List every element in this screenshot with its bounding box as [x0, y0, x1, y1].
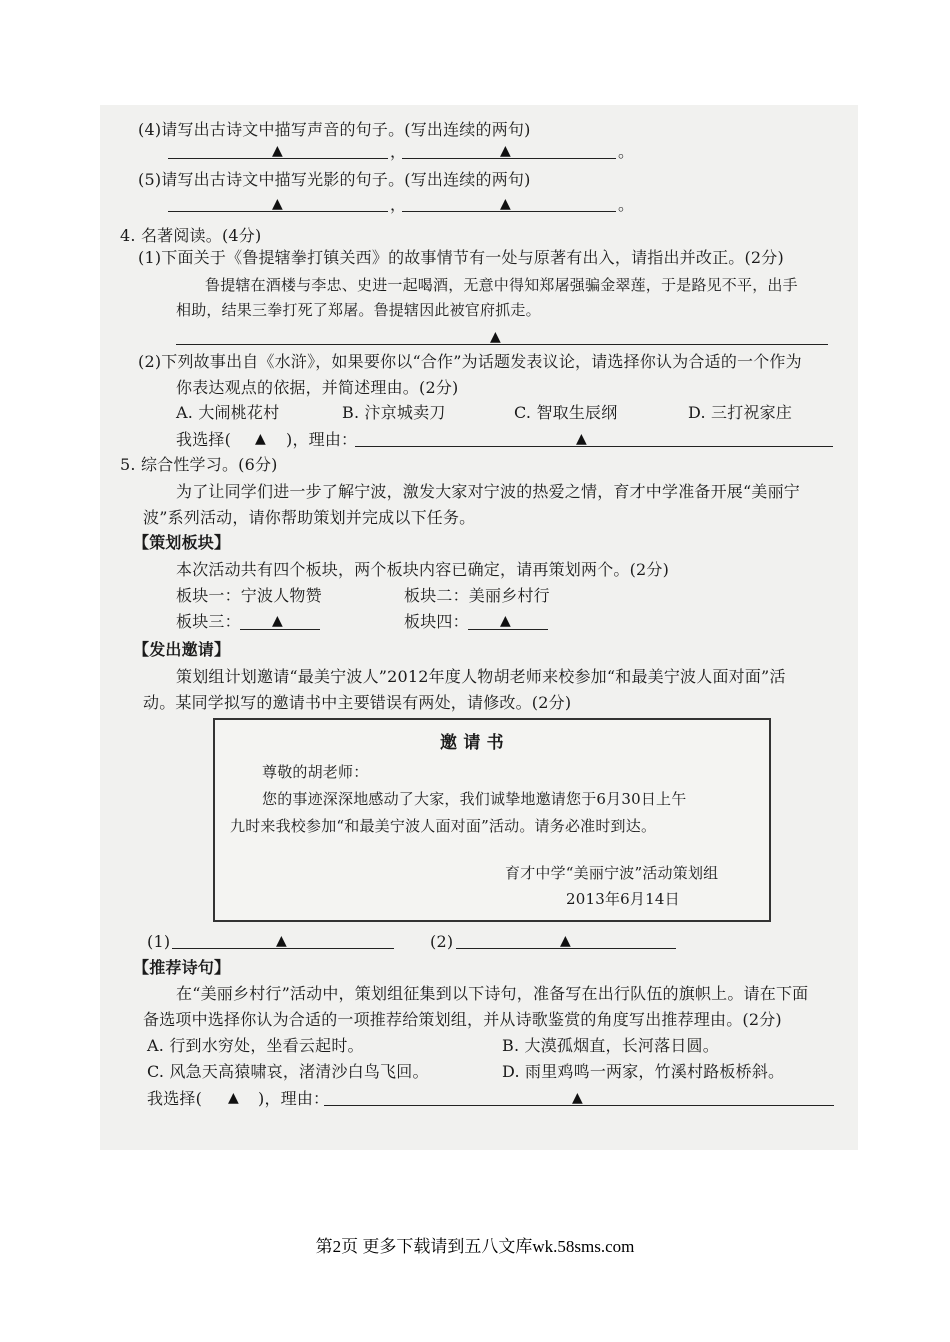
letter-body: 您的事迹深深地感动了大家，我们诚挚地邀请您于6月30日上午: [262, 790, 687, 808]
q5-intro: 为了让同学们进一步了解宁波，激发大家对宁波的热爱之情，育才中学准备开展“美丽宁: [176, 482, 800, 501]
poem-option-d: D. 雨里鸡鸣一两家，竹溪村路板桥斜。: [502, 1062, 785, 1081]
poem-option-a: A. 行到水穷处，坐看云起时。: [147, 1036, 364, 1055]
marker-icon: ▲: [560, 933, 571, 949]
section-heading: 【发出邀请】: [133, 640, 231, 659]
poem-option-b: B. 大漠孤烟直，长河落日圆。: [502, 1036, 719, 1055]
q4-part1: (1)下面关于《鲁提辖拳打镇关西》的故事情节有一处与原著有出入，请指出并改正。(2分): [138, 248, 784, 267]
marker-icon: ▲: [500, 196, 511, 212]
comma: ，: [390, 195, 407, 214]
q4-part2: (2)下列故事出自《水浒》，如果要你以“合作”为话题发表议论，请选择你认为合适的一个作为: [138, 352, 802, 371]
choose-prefix: 我选择(: [147, 1089, 203, 1108]
q4-passage: 鲁提辖在酒楼与李忠、史进一起喝酒，无意中得知郑屠强骗金翠莲，于是路见不平，出手: [205, 276, 798, 294]
q4-passage: 相助，结果三拳打死了郑屠。鲁提辖因此被官府抓走。: [176, 301, 541, 319]
choose-suffix: )，理由：: [286, 430, 358, 449]
section-heading: 【策划板块】: [133, 533, 231, 552]
answer-line: [355, 446, 833, 447]
letter-date: 2013年6月14日: [566, 890, 680, 908]
marker-icon: ▲: [272, 613, 283, 629]
period: 。: [618, 142, 635, 161]
plan-text: 本次活动共有四个板块，两个板块内容已确定，请再策划两个。(2分): [176, 560, 670, 579]
marker-icon: ▲: [572, 1090, 583, 1106]
marker-icon: ▲: [276, 933, 287, 949]
marker-icon: ▲: [490, 329, 501, 345]
choose-prefix: 我选择(: [176, 430, 232, 449]
answer-line: [240, 629, 320, 630]
answer-line: [468, 629, 548, 630]
invite-text: 动。某同学拟写的邀请书中主要错误有两处，请修改。(2分): [143, 693, 572, 712]
page-footer: 第2页 更多下载请到五八文库wk.58sms.com: [315, 1237, 635, 1256]
block-2: 板块二：美丽乡村行: [404, 586, 550, 605]
q5-intro: 波”系列活动，请你帮助策划并完成以下任务。: [143, 508, 476, 527]
q5-title: 5. 综合性学习。(6分): [120, 455, 278, 474]
option-c: C. 智取生辰纲: [514, 403, 618, 422]
poem-option-c: C. 风急天高猿啸哀，渚清沙白鸟飞回。: [147, 1062, 429, 1081]
q3-item5: (5)请写出古诗文中描写光影的句子。(写出连续的两句): [138, 170, 531, 189]
poem-text: 备选项中选择你认为合适的一项推荐给策划组，并从诗歌鉴赏的角度写出推荐理由。(2分): [143, 1010, 782, 1029]
q3-item4: (4)请写出古诗文中描写声音的句子。(写出连续的两句): [138, 120, 531, 139]
marker-icon: ▲: [228, 1090, 239, 1106]
marker-icon: ▲: [576, 431, 587, 447]
choose-suffix: )，理由：: [258, 1089, 330, 1108]
marker-icon: ▲: [272, 196, 283, 212]
letter-signature: 育才中学“美丽宁波”活动策划组: [505, 864, 719, 882]
block-4: 板块四：: [404, 612, 469, 631]
letter-title: 邀 请 书: [440, 733, 504, 753]
option-b: B. 汴京城卖刀: [342, 403, 446, 422]
period: 。: [618, 195, 635, 214]
fix-label-2: (2): [430, 932, 454, 951]
answer-line: [176, 344, 828, 345]
poem-text: 在“美丽乡村行”活动中，策划组征集到以下诗句，准备写在出行队伍的旗帜上。请在下面: [176, 984, 809, 1003]
block-3: 板块三：: [176, 612, 241, 631]
option-d: D. 三打祝家庄: [688, 403, 793, 422]
marker-icon: ▲: [500, 143, 511, 159]
q4-part2: 你表达观点的依据，并简述理由。(2分): [176, 378, 459, 397]
comma: ，: [390, 142, 407, 161]
invite-text: 策划组计划邀请“最美宁波人”2012年度人物胡老师来校参加“和最美宁波人面对面”活: [176, 667, 786, 686]
fix-label-1: (1): [147, 932, 171, 951]
block-1: 板块一：宁波人物赞: [176, 586, 322, 605]
option-a: A. 大闹桃花村: [176, 403, 280, 422]
q4-title: 4. 名著阅读。(4分): [120, 226, 262, 245]
letter-body: 九时来我校参加“和最美宁波人面对面”活动。请务必准时到达。: [230, 817, 657, 835]
marker-icon: ▲: [255, 431, 266, 447]
marker-icon: ▲: [272, 143, 283, 159]
marker-icon: ▲: [500, 613, 511, 629]
section-heading: 【推荐诗句】: [133, 958, 231, 977]
letter-salutation: 尊敬的胡老师：: [262, 763, 369, 781]
